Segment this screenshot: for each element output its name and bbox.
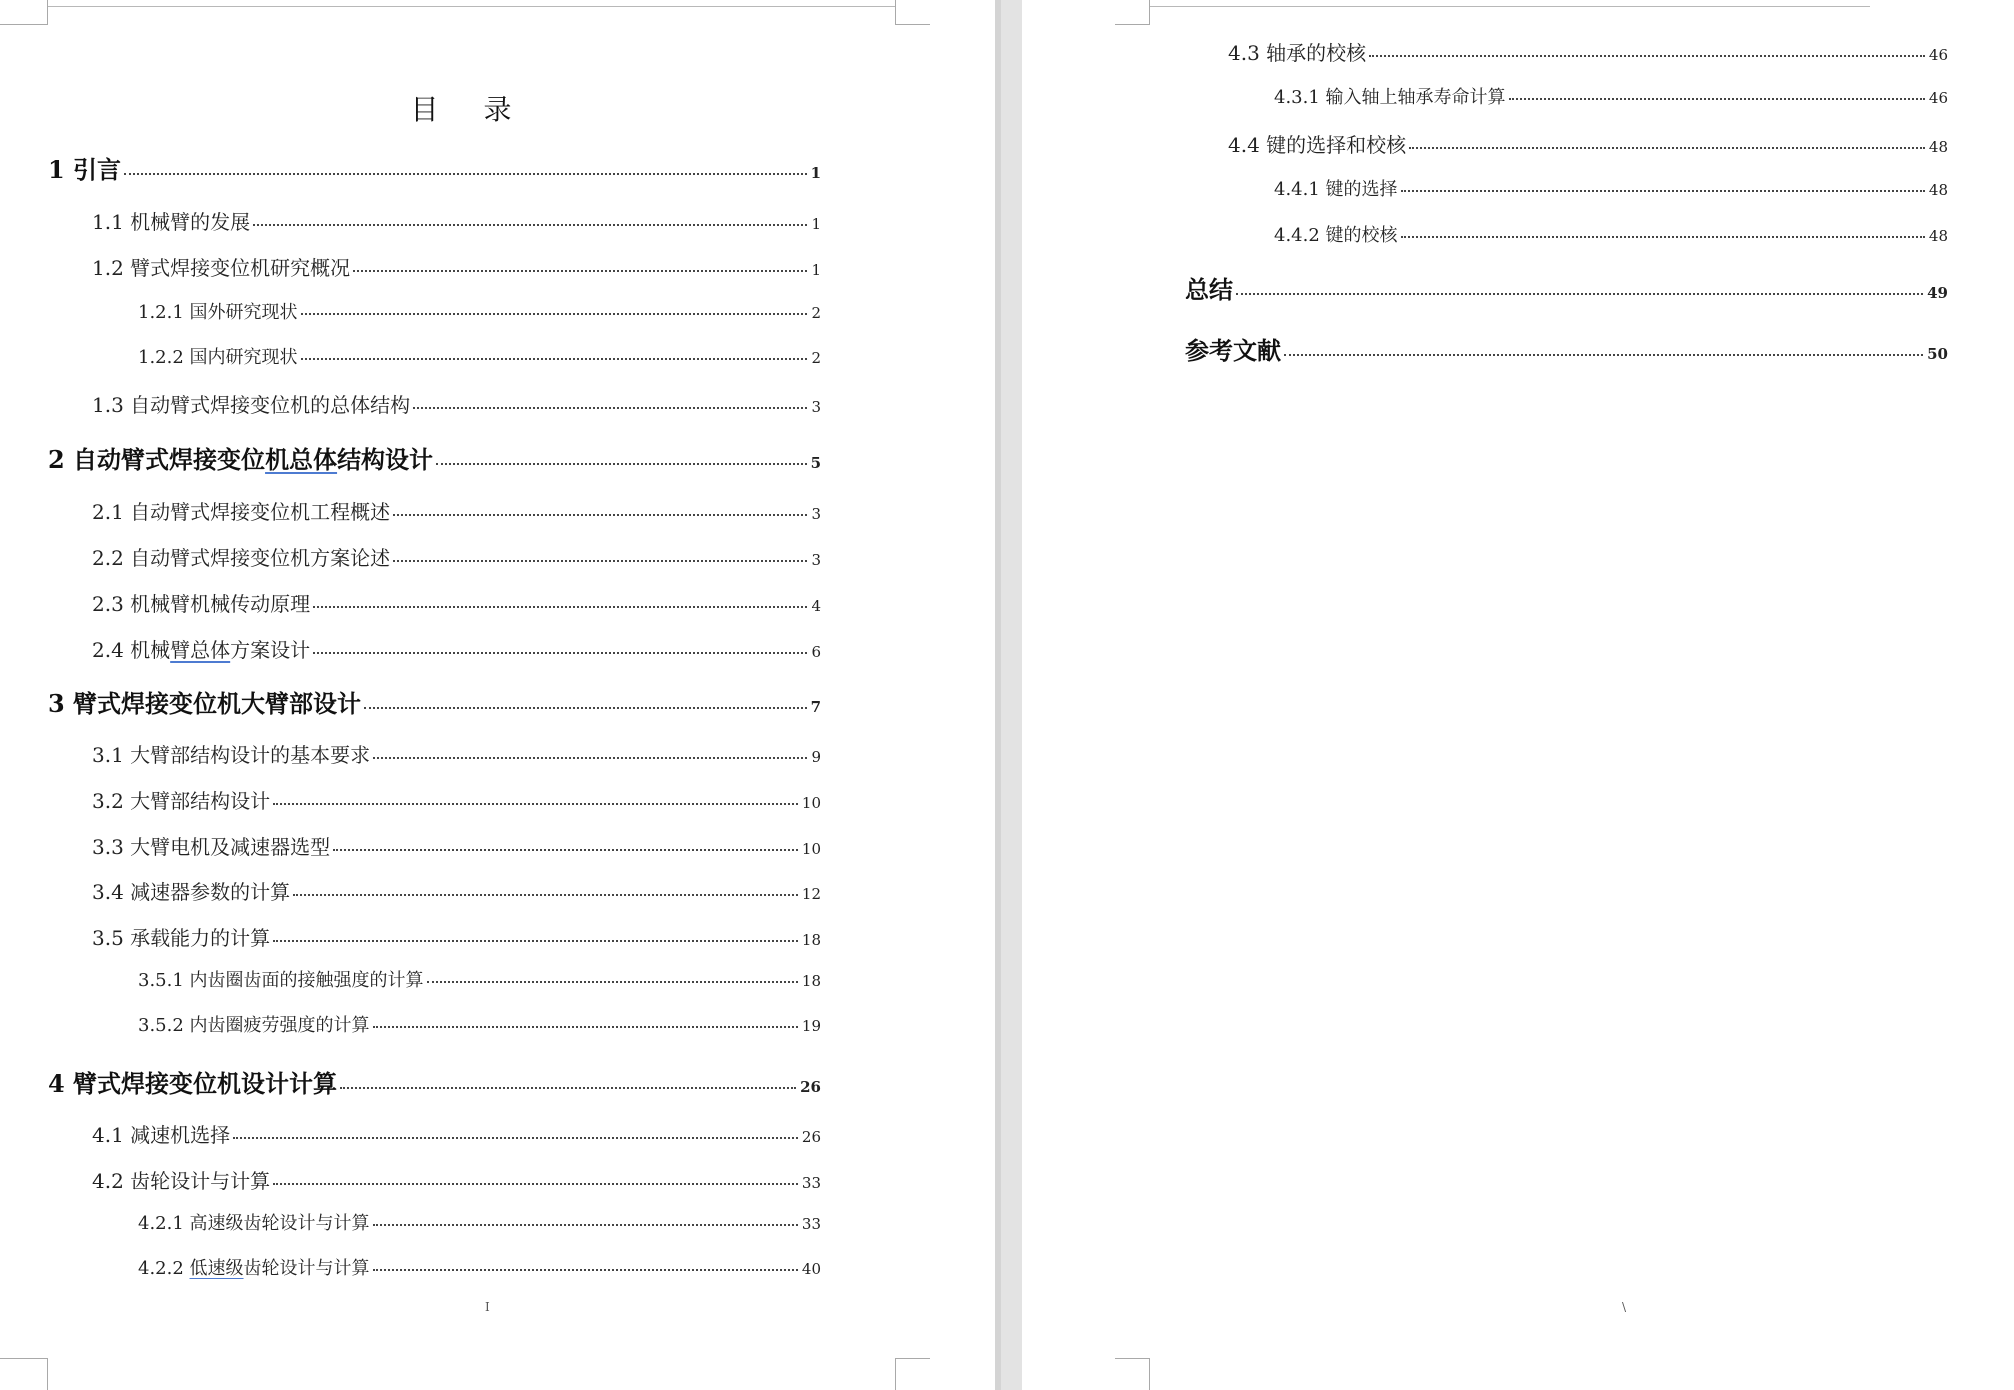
toc-entry-text <box>138 1254 370 1280</box>
dot-leader <box>393 560 807 562</box>
toc-entry-1-1[interactable] <box>92 206 821 235</box>
toc-entry-page: 1 <box>810 164 821 182</box>
dot-leader <box>301 313 808 315</box>
toc-entry-references[interactable] <box>1185 331 1948 366</box>
page-gap-shadow <box>995 0 1001 1390</box>
dot-leader <box>301 358 808 360</box>
toc-entry-text: 2.1 自动臂式焊接变位机工程概述 <box>92 500 391 524</box>
toc-entry-text: 参考文献 <box>1185 336 1281 365</box>
toc-entry-text: 4.3 轴承的校核 <box>1228 41 1367 65</box>
dot-leader <box>353 270 807 272</box>
toc-title: 目 录 <box>410 93 530 126</box>
toc-entry-3-1[interactable] <box>92 739 821 768</box>
toc-entry-page: 1 <box>811 215 821 233</box>
crop-mark-bottom-left <box>0 1358 48 1390</box>
crop-mark-top-left <box>0 0 48 25</box>
toc-entry-text: 3.5.2 内齿圈疲劳强度的计算 <box>138 1015 370 1036</box>
toc-entry-4-2-1[interactable] <box>138 1209 821 1235</box>
toc-entry-page: 48 <box>1928 181 1948 199</box>
toc-entry-text: 4 臂式焊接变位机设计计算 <box>48 1069 338 1098</box>
toc-entry-4-1[interactable] <box>92 1119 821 1148</box>
toc-entry-text: 2.3 机械臂机械传动原理 <box>92 592 311 616</box>
toc-entry-3-4[interactable] <box>92 876 821 905</box>
spell-check-underline: 臂总体 <box>170 638 231 662</box>
toc-entry-text-part: 2 自动臂式焊接变位 <box>48 445 266 474</box>
toc-entry-page: 33 <box>801 1174 821 1192</box>
toc-entry-page: 7 <box>810 698 821 716</box>
toc-entry-page: 19 <box>801 1017 821 1035</box>
toc-entry-text-part: 方案设计 <box>230 638 311 662</box>
toc-entry-page: 48 <box>1928 227 1948 245</box>
toc-entry-page: 3 <box>811 505 821 523</box>
toc-entry-text: 3 臂式焊接变位机大臂部设计 <box>48 689 362 718</box>
crop-mark-top-right <box>895 0 930 25</box>
toc-entry-1-2-2[interactable] <box>138 343 821 369</box>
toc-entry-page: 18 <box>801 972 821 990</box>
dot-leader <box>413 407 807 409</box>
toc-entry-text: 1 引言 <box>48 155 122 184</box>
dot-leader <box>233 1137 798 1139</box>
toc-entry-text: 4.4.1 键的选择 <box>1274 179 1398 200</box>
toc-entry-text-part: 结构设计 <box>337 445 434 474</box>
toc-entry-text-part: 齿轮设计与计算 <box>243 1258 370 1279</box>
dot-leader <box>1369 55 1925 57</box>
dot-leader <box>273 1183 798 1185</box>
toc-entry-4-2[interactable] <box>92 1165 821 1194</box>
toc-entry-page: 26 <box>801 1128 821 1146</box>
toc-entry-page: 50 <box>1927 345 1948 363</box>
footer-page-number: \ <box>1622 1300 1627 1314</box>
dot-leader <box>333 849 798 851</box>
toc-entry-1[interactable] <box>48 150 821 185</box>
toc-entry-2-3[interactable] <box>92 588 821 617</box>
toc-entry-page: 48 <box>1928 138 1948 156</box>
toc-entry-3-5[interactable] <box>92 922 821 951</box>
toc-entry-page: 6 <box>811 643 821 661</box>
toc-entry-text: 1.2.1 国外研究现状 <box>138 302 298 323</box>
toc-entry-page: 9 <box>811 748 821 766</box>
spell-check-underline: 低速级 <box>189 1258 244 1279</box>
toc-entry-2[interactable] <box>48 440 821 475</box>
dot-leader <box>1509 98 1925 100</box>
dot-leader <box>1236 293 1923 295</box>
toc-entry-page: 49 <box>1927 284 1948 302</box>
toc-entry-3-5-2[interactable] <box>138 1011 821 1037</box>
toc-entry-page: 10 <box>801 794 821 812</box>
dot-leader <box>340 1087 796 1089</box>
toc-entry-text <box>92 634 310 663</box>
toc-entry-text: 3.3 大臂电机及减速器选型 <box>92 835 331 859</box>
dot-leader <box>436 463 807 465</box>
toc-entry-page: 10 <box>801 840 821 858</box>
toc-entry-text: 3.5 承载能力的计算 <box>92 926 271 950</box>
toc-entry-page: 2 <box>811 304 821 322</box>
toc-entry-text: 1.2 臂式焊接变位机研究概况 <box>92 256 351 280</box>
dot-leader <box>1284 354 1923 356</box>
toc-entry-3-2[interactable] <box>92 785 821 814</box>
toc-entry-1-3[interactable] <box>92 389 821 418</box>
toc-entry-text: 4.4.2 键的校核 <box>1274 225 1398 246</box>
dot-leader <box>1401 236 1925 238</box>
dot-leader <box>313 606 807 608</box>
dot-leader <box>293 894 798 896</box>
dot-leader <box>373 1224 798 1226</box>
header-line <box>48 6 896 7</box>
toc-entry-text: 4.2 齿轮设计与计算 <box>92 1169 271 1193</box>
crop-mark-bottom-left <box>1115 1358 1150 1390</box>
dot-leader <box>1401 190 1925 192</box>
dot-leader <box>273 803 798 805</box>
dot-leader <box>393 514 807 516</box>
dot-leader <box>373 757 807 759</box>
toc-entry-text: 3.2 大臂部结构设计 <box>92 789 271 813</box>
crop-mark-top-left <box>1115 0 1150 25</box>
toc-entry-2-2[interactable] <box>92 542 821 571</box>
toc-entry-2-4[interactable] <box>92 634 821 663</box>
toc-entry-4-4[interactable] <box>1228 129 1948 158</box>
toc-entry-text: 4.3.1 输入轴上轴承寿命计算 <box>1274 87 1506 108</box>
dot-leader <box>273 940 798 942</box>
toc-entry-3[interactable] <box>48 684 821 719</box>
toc-entry-1-2[interactable] <box>92 252 821 281</box>
toc-entry-4-3[interactable] <box>1228 37 1948 66</box>
toc-entry-page: 2 <box>811 349 821 367</box>
toc-entry-4-3-1[interactable] <box>1274 83 1948 109</box>
dot-leader <box>253 224 807 226</box>
toc-entry-page: 5 <box>810 454 821 472</box>
toc-entry-page: 26 <box>800 1078 821 1096</box>
toc-entry-text: 2.2 自动臂式焊接变位机方案论述 <box>92 546 391 570</box>
toc-entry-conclusion[interactable] <box>1185 270 1948 305</box>
toc-entry-page: 3 <box>811 398 821 416</box>
toc-entry-text: 3.4 减速器参数的计算 <box>92 880 291 904</box>
toc-entry-text: 3.1 大臂部结构设计的基本要求 <box>92 743 371 767</box>
toc-entry-text: 1.1 机械臂的发展 <box>92 210 251 234</box>
toc-entry-4-2-2[interactable] <box>138 1254 821 1280</box>
toc-entry-4-4-1[interactable] <box>1274 175 1948 201</box>
toc-entry-3-5-1[interactable] <box>138 966 821 992</box>
page-gap <box>995 0 1022 1390</box>
toc-entry-2-1[interactable] <box>92 496 821 525</box>
toc-entry-page: 12 <box>801 885 821 903</box>
toc-entry-page: 1 <box>811 261 821 279</box>
toc-entry-page: 18 <box>801 931 821 949</box>
footer-page-number: I <box>485 1300 490 1314</box>
toc-entry-text: 4.4 键的选择和校核 <box>1228 133 1407 157</box>
dot-leader <box>373 1269 798 1271</box>
toc-entry-page: 33 <box>801 1215 821 1233</box>
dot-leader <box>373 1026 798 1028</box>
toc-entry-page: 46 <box>1928 46 1948 64</box>
toc-entry-text-part: 2.4 机械 <box>92 638 171 662</box>
dot-leader <box>427 981 798 983</box>
toc-entry-text: 4.2.1 高速级齿轮设计与计算 <box>138 1213 370 1234</box>
toc-entry-1-2-1[interactable] <box>138 298 821 324</box>
toc-entry-text-part: 4.2.2 <box>138 1258 190 1279</box>
toc-entry-4[interactable] <box>48 1064 821 1099</box>
dot-leader <box>313 652 807 654</box>
toc-entry-4-4-2[interactable] <box>1274 221 1948 247</box>
toc-entry-text: 3.5.1 内齿圈齿面的接触强度的计算 <box>138 970 424 991</box>
toc-entry-page: 4 <box>811 597 821 615</box>
toc-entry-3-3[interactable] <box>92 831 821 860</box>
toc-entry-page: 46 <box>1928 89 1948 107</box>
toc-entry-text: 总结 <box>1185 275 1233 304</box>
document-page-2 <box>1022 0 2014 1390</box>
toc-entry-text: 1.2.2 国内研究现状 <box>138 347 298 368</box>
header-line <box>1150 6 1870 7</box>
document-page-1 <box>0 0 995 1390</box>
dot-leader <box>1409 147 1925 149</box>
crop-mark-bottom-right <box>895 1358 930 1390</box>
toc-entry-text: 4.1 减速机选择 <box>92 1123 231 1147</box>
toc-entry-text: 1.3 自动臂式焊接变位机的总体结构 <box>92 393 411 417</box>
dot-leader <box>364 707 807 709</box>
dot-leader <box>124 173 807 175</box>
toc-entry-page: 40 <box>801 1260 821 1278</box>
toc-entry-page: 3 <box>811 551 821 569</box>
spell-check-underline: 机总体 <box>265 445 338 474</box>
toc-entry-text <box>48 440 433 475</box>
